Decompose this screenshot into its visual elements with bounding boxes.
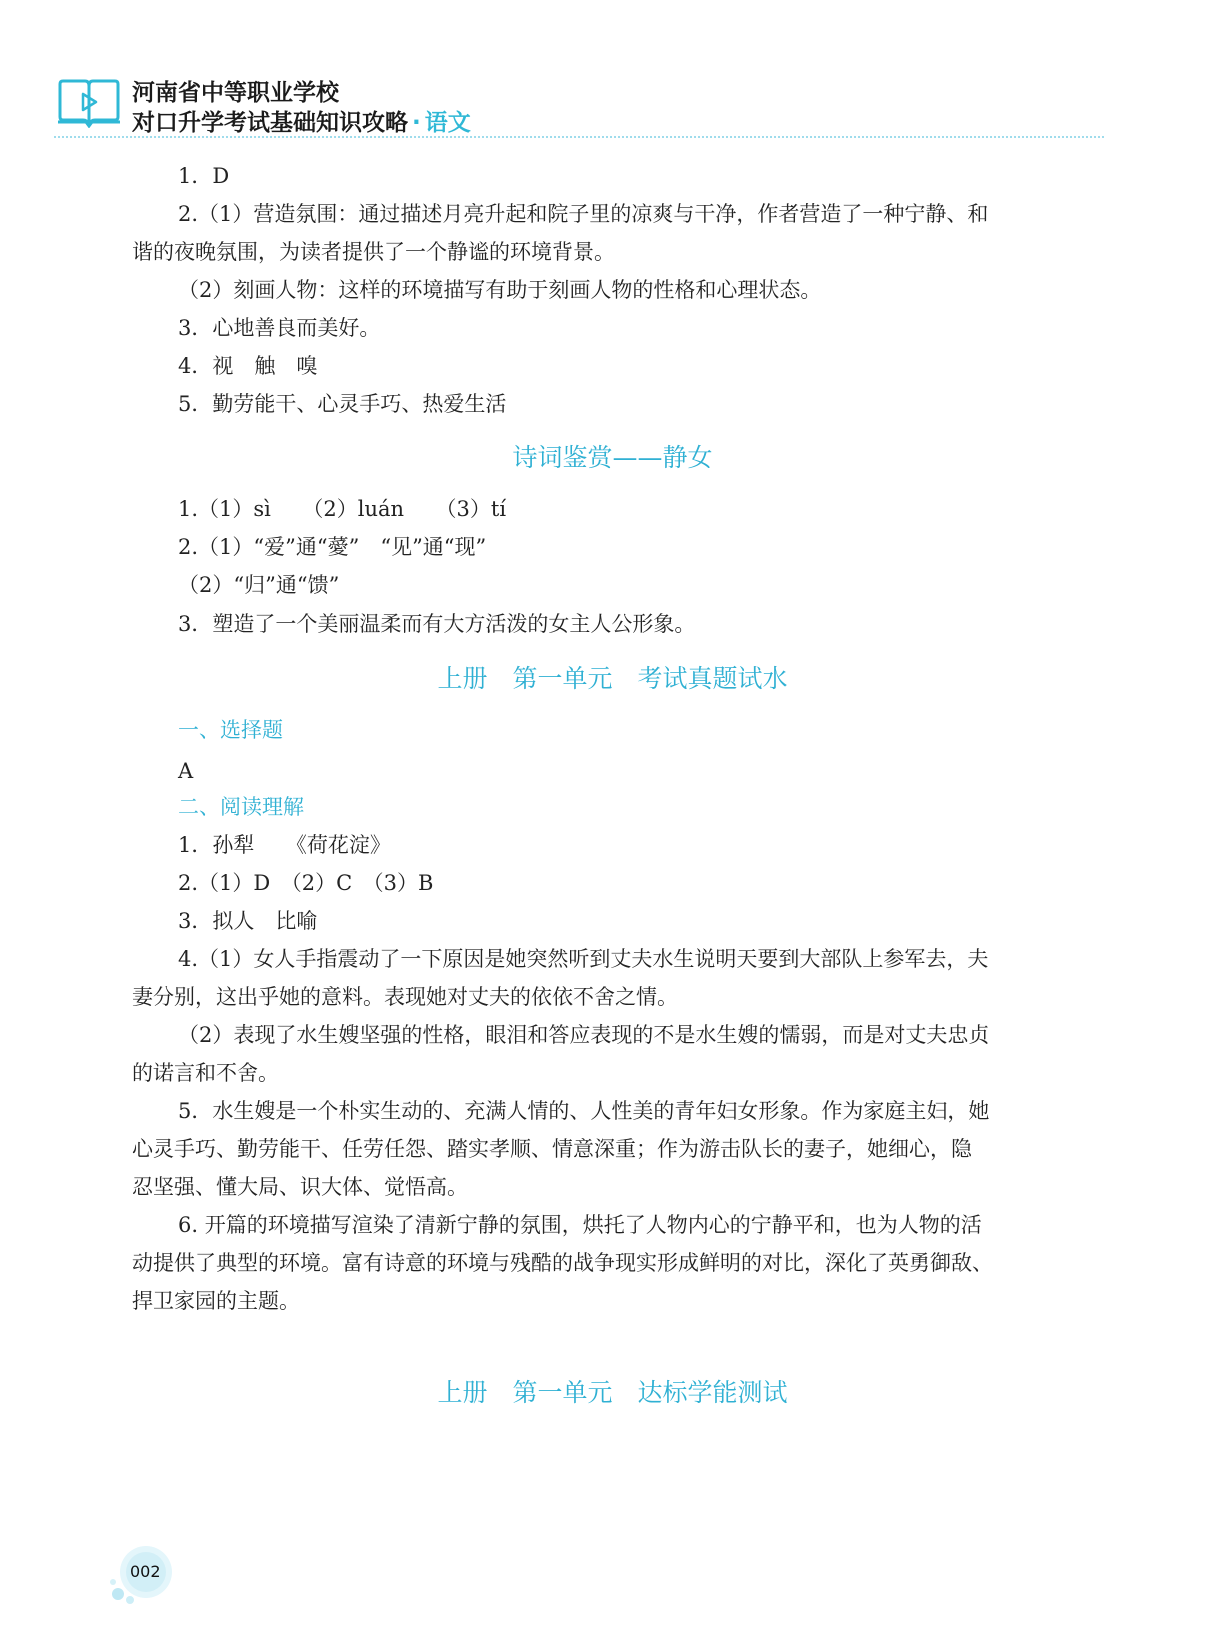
answer-line: 4．视 触 嗅 xyxy=(178,354,318,378)
header-subject: 语文 xyxy=(424,110,471,136)
answer-line: 2.（1）营造氛围：通过描述月亮升起和院子里的凉爽与干净，作者营造了一种宁静、和 xyxy=(178,202,989,226)
answer-line: 6. 开篇的环境描写渲染了清新宁静的氛围，烘托了人物内心的宁静平和，也为人物的活 xyxy=(178,1213,982,1237)
section-title-exam-trial: 上册 第一单元 考试真题试水 xyxy=(437,664,788,693)
page-header xyxy=(0,0,1225,140)
answer-line: A xyxy=(178,759,194,783)
answer-line: 1．D xyxy=(178,164,230,188)
header-book-title: 对口升学考试基础知识攻略 xyxy=(132,110,408,136)
answer-line: 3．塑造了一个美丽温柔而有大方活泼的女主人公形象。 xyxy=(178,612,696,636)
page-number-badge xyxy=(110,1542,190,1612)
answer-line: 4.（1）女人手指震动了一下原因是她突然听到丈夫水生说明天要到大部队上参军去，夫 xyxy=(178,947,989,971)
answer-line: （2）“归”通“馈” xyxy=(178,573,340,597)
header-separator: · xyxy=(412,110,421,136)
subsection-multiple-choice: 一、选择题 xyxy=(178,718,283,742)
answer-line: 的诺言和不舍。 xyxy=(132,1061,279,1085)
answer-line: 1．孙犁 《荷花淀》 xyxy=(178,833,391,857)
section-title-assessment: 上册 第一单元 达标学能测试 xyxy=(437,1378,788,1407)
answer-line: 妻分别，这出乎她的意料。表现她对丈夫的依依不舍之情。 xyxy=(132,985,678,1009)
answer-line: 5．水生嫂是一个朴实生动的、充满人情的、人性美的青年妇女形象。作为家庭主妇，她 xyxy=(178,1099,990,1123)
answer-line: 心灵手巧、勤劳能干、任劳任怨、踏实孝顺、情意深重；作为游击队长的妻子，她细心，隐 xyxy=(132,1137,972,1161)
answer-line: 3．心地善良而美好。 xyxy=(178,316,381,340)
answer-line: 忍坚强、懂大局、识大体、觉悟高。 xyxy=(132,1175,468,1199)
answer-line: 2.（1）D （2）C （3）B xyxy=(178,871,434,895)
subsection-reading: 二、阅读理解 xyxy=(178,795,304,819)
answer-line: 动提供了典型的环境。富有诗意的环境与残酷的战争现实形成鲜明的对比，深化了英勇御敌、 xyxy=(132,1251,993,1275)
answer-line: 1.（1）sì （2）luán （3）tí xyxy=(178,497,507,521)
header-divider xyxy=(54,136,1104,138)
header-title-line2 xyxy=(132,104,471,137)
answer-line: 捍卫家园的主题。 xyxy=(132,1289,300,1313)
answer-line: （2）刻画人物：这样的环境描写有助于刻画人物的性格和心理状态。 xyxy=(178,278,822,302)
book-play-icon xyxy=(56,78,122,128)
answer-line: 3．拟人 比喻 xyxy=(178,909,318,933)
answer-line: 谐的夜晚氛围，为读者提供了一个静谧的环境背景。 xyxy=(132,240,615,264)
answer-line: 5．勤劳能干、心灵手巧、热爱生活 xyxy=(178,392,507,416)
header-title-line1: 河南省中等职业学校 xyxy=(132,80,339,106)
answer-line: 2.（1）“爱”通“薆” “见”通“现” xyxy=(178,535,487,559)
section-title-poetry: 诗词鉴赏——静女 xyxy=(512,443,713,472)
page-number: 002 xyxy=(130,1562,161,1581)
answer-line: （2）表现了水生嫂坚强的性格，眼泪和答应表现的不是水生嫂的懦弱，而是对丈夫忠贞 xyxy=(178,1023,990,1047)
